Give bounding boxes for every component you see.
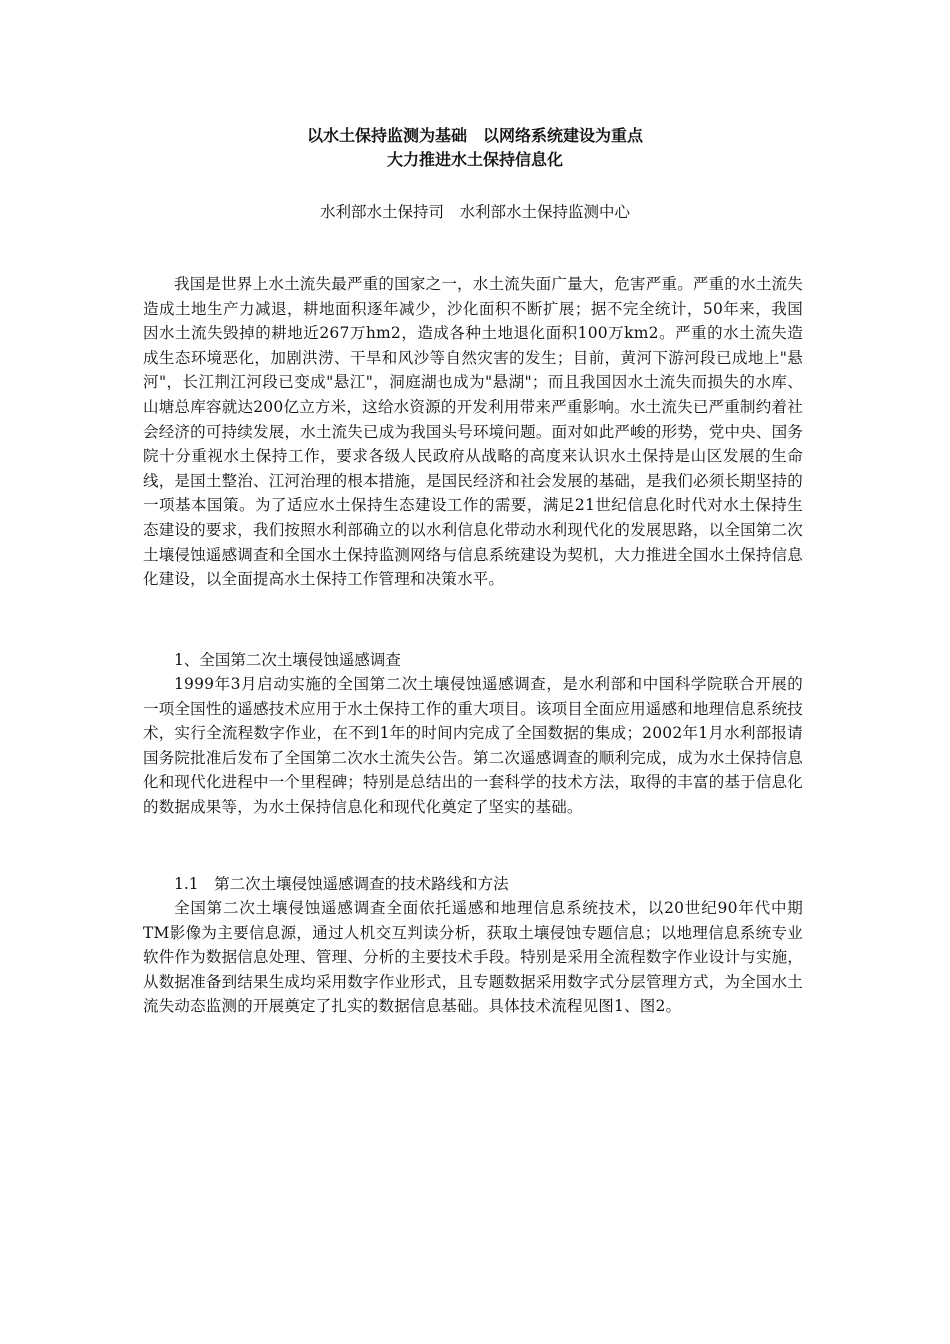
section-1-1-paragraph: 全国第二次土壤侵蚀遥感调查全面依托遥感和地理信息系统技术，以20世纪90年代中期TM影像为主要信息源，通过人机交互判读分析，获取土壤侵蚀专题信息；以地理信息系统专业软件作为数据信息处理、管理、分析的主要技术手段。特别是采用全流程数字作业设计与实施，从数据准备到结果生成均采用数字作业形式，且专题数据采用数字式分层管理方式，为全国水土流失动态监测的开展奠定了扎实的数据信息基础。具体技术流程见图1、图2。 (143, 899, 803, 1016)
document-title-line-2: 大力推进水土保持信息化 (386, 150, 563, 169)
section-1-1-heading: 1.1 第二次土壤侵蚀遥感调查的技术路线和方法 (174, 875, 509, 893)
section-1-heading: 1、全国第二次土壤侵蚀遥感调查 (174, 651, 401, 669)
document-authors: 水利部水土保持司 水利部水土保持监测中心 (319, 203, 630, 221)
intro-paragraph: 我国是世界上水土流失最严重的国家之一，水土流失面广量大，危害严重。严重的水土流失造成土地生产力减退，耕地面积逐年减少，沙化面积不断扩展；据不完全统计，50年来，我国因水土流失毁掉的耕地近267万hm2，造成各种土地退化面积100万km2。严重的水土流失造成生态环境恶化，加剧洪涝、干旱和风沙等自然灾害的发生；目前，黄河下游河段已成地上"悬河"，长江荆江河段已变成"悬江"，洞庭湖也成为"悬湖"；而且我国因水土流失而损失的水库、山塘总库容就达200亿立方米，这给水资源的开发利用带来严重影响。水土流失已严重制约着社会经济的可持续发展，水土流失已成为我国头号环境问题。面对如此严峻的形势，党中央、国务院十分重视水土保持工作，要求各级人民政府从战略的高度来认识水土保持是山区发展的生命线，是国土整治、江河治理的根本措施，是国民经济和社会发展的基础，是我们必须长期坚持的一项基本国策。为了适应水土保持生态建设工作的需要，满足21世纪信息化时代对水土保持生态建设的要求，我们按照水利部确立的以水利信息化带动水利现代化的发展思路，以全国第二次土壤侵蚀遥感调查和全国水土保持监测网络与信息系统建设为契机，大力推进全国水土保持信息化建设，以全面提高水土保持工作管理和决策水平。 (143, 275, 803, 589)
document-title-line-1: 以水土保持监测为基础 以网络系统建设为重点 (306, 126, 643, 145)
section-1-paragraph: 1999年3月启动实施的全国第二次土壤侵蚀遥感调查，是水利部和中国科学院联合开展的一项全国性的遥感技术应用于水土保持工作的重大项目。该项目全面应用遥感和地理信息系统技术，实行全流程数字作业，在不到1年的时间内完成了全国数据的集成；2002年1月水利部报请国务院批准后发布了全国第二次水土流失公告。第二次遥感调查的顺利完成，成为水土保持信息化和现代化进程中一个里程碑；特别是总结出的一套科学的技术方法，取得的丰富的基于信息化的数据成果等，为水土保持信息化和现代化奠定了坚实的基础。 (143, 675, 803, 816)
